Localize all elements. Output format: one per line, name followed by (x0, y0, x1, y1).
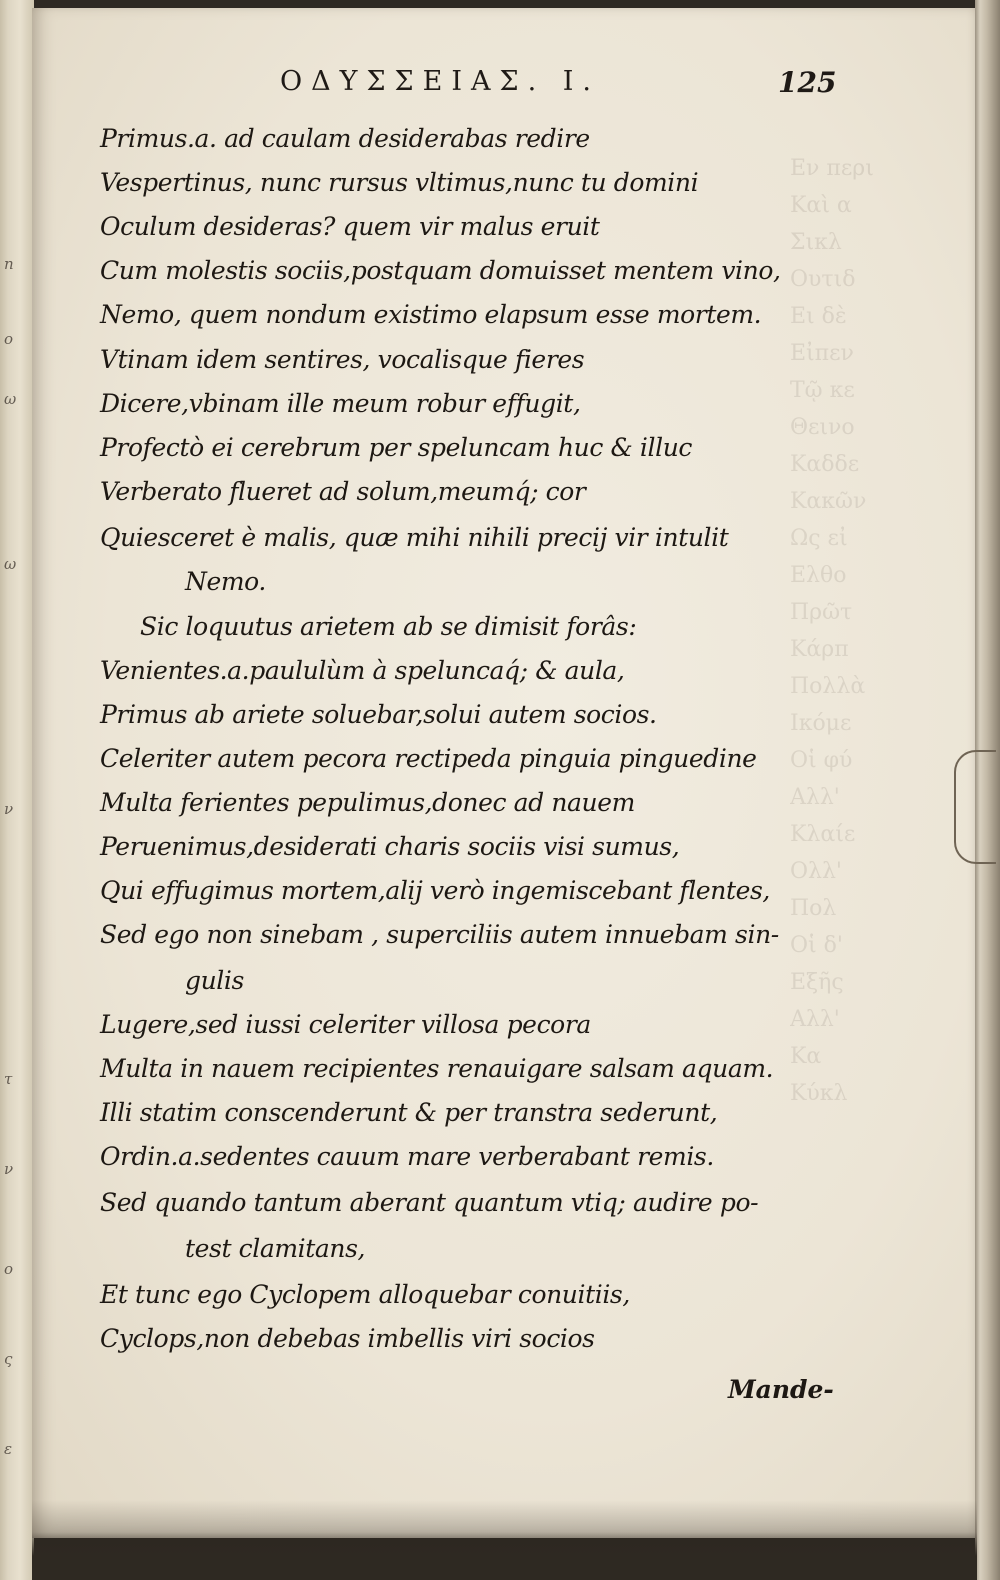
text-line: Peruenimus,desiderati charis sociis visi sumus, (100, 832, 680, 861)
text-line: Primus ab ariete soluebar,solui autem socios. (100, 700, 657, 729)
text-line: Multa ferientes pepulimus,donec ad nauem (100, 788, 635, 817)
margin-fragment: n (4, 255, 14, 273)
text-line: Celeriter autem pecora rectipeda pinguia pinguedine (100, 744, 757, 773)
text-line: Cyclops,non debebas imbellis viri socios (100, 1324, 595, 1353)
text-line: Ordin.a.sedentes cauum mare verberabant remis. (100, 1142, 714, 1171)
text-line: test clamitans, (185, 1234, 366, 1263)
text-line: Primus.a. ad caulam desiderabas redire (100, 124, 590, 153)
text-line: Vtinam idem sentires, vocalisque fieres (100, 345, 585, 374)
margin-fragment: ν (4, 1160, 14, 1178)
text-line: Profectò ei cerebrum per speluncam huc & illuc (100, 433, 693, 462)
text-line: Qui effugimus mortem,alij verò ingemiscebant flentes, (100, 876, 770, 905)
text-line: Sed quando tantum aberant quantum vtiq; audire po- (100, 1188, 759, 1217)
text-line: gulis (185, 966, 244, 995)
page-bottom-shadow (32, 1500, 977, 1580)
margin-fragment: o (4, 330, 14, 348)
text-line: Verberato flueret ad solum,meumq́; cor (100, 477, 586, 506)
text-line: Sic loquutus arietem ab se dimisit forâs: (140, 612, 637, 641)
margin-fragment: ν (4, 800, 14, 818)
text-line: Lugere,sed iussi celeriter villosa pecora (100, 1010, 591, 1039)
text-line: Dicere,vbinam ille meum robur effugit, (100, 389, 581, 418)
margin-fragment: ω (4, 390, 17, 408)
margin-fragment: τ (4, 1070, 13, 1088)
text-line: Oculum desideras? quem vir malus eruit (100, 212, 600, 241)
margin-fragment: ς (4, 1350, 13, 1368)
text-line: Vespertinus, nunc rursus vltimus,nunc tu domini (100, 168, 699, 197)
text-line: Quiesceret è malis, quæ mihi nihili precij vir intulit (100, 523, 729, 552)
text-line: Sed ego non sinebam , superciliis autem innuebam sin- (100, 920, 779, 949)
text-line: Illi statim conscenderunt & per transtra sederunt, (100, 1098, 718, 1127)
catchword: Mande- (728, 1375, 834, 1404)
bleed-through-text: Εν περι Καὶ α Σικλ Ουτιδ Ει δὲ Εἰπεν Τῷ κε Θεινο Καδδε Κακῶν Ως εἰ Ελθο Πρῶτ Κάρπ Πολλὰ Ικόμε Οἱ φύ Αλλ' Κλαίε Ολλ' Πολ Οἱ δ' Εξῆς Αλλ' Κα Κύκλ (790, 156, 874, 1106)
text-line: Cum molestis sociis,postquam domuisset mentem vino, (100, 256, 781, 285)
margin-fragment: ο (4, 1260, 14, 1278)
margin-fragment: ω (4, 555, 17, 573)
page-number: 125 (778, 66, 837, 99)
margin-fragment: ε (4, 1440, 13, 1458)
running-header: ΟΔΥΣΣΕΙΑΣ. Ι. (280, 66, 601, 97)
text-line: Multa in nauem recipientes renauigare salsam aquam. (100, 1054, 774, 1083)
text-line: Venientes.a.paululùm à speluncaq́; & aula, (100, 656, 625, 685)
text-line: Et tunc ego Cyclopem alloquebar conuitiis, (100, 1280, 630, 1309)
text-line: Nemo, quem nondum existimo elapsum esse mortem. (100, 300, 762, 329)
text-line: Nemo. (185, 567, 266, 596)
